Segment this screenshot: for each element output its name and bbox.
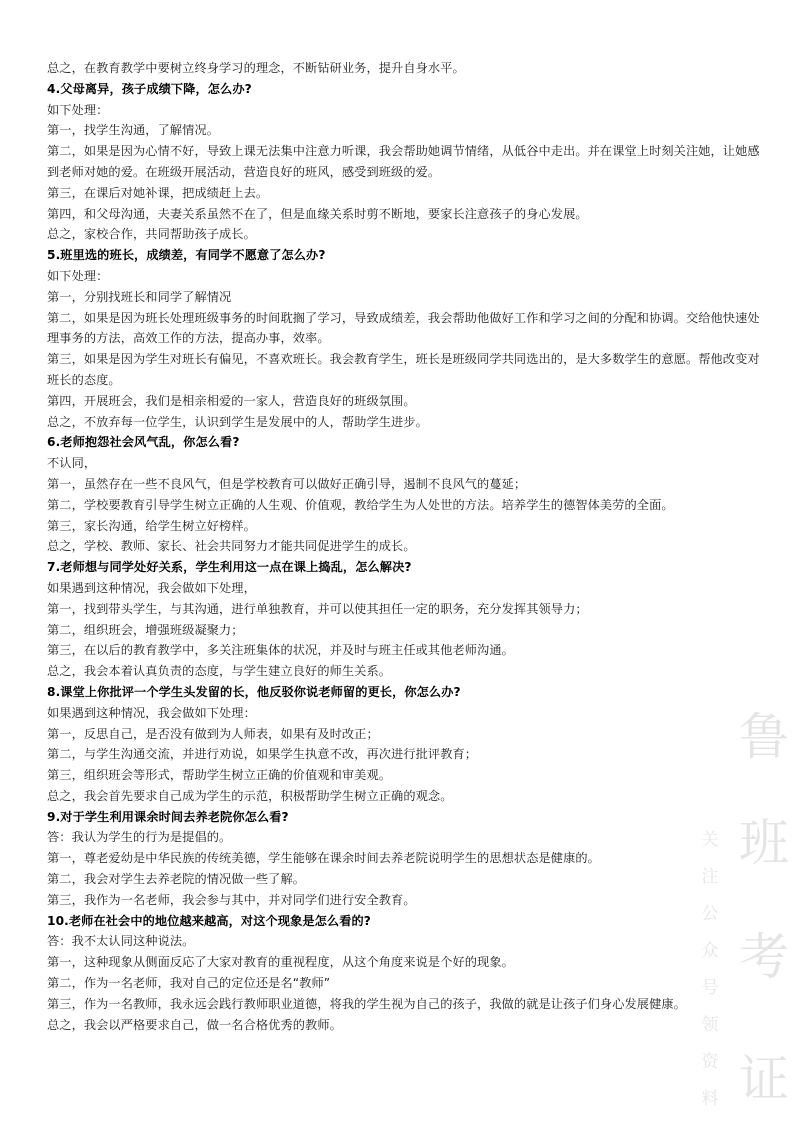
paragraph-line: 第一，分别找班长和同学了解情况 [47, 289, 232, 304]
paragraph-line: 如下处理： [47, 102, 109, 117]
paragraph-line: 第三，我作为一名老师，我会参与其中，并对同学们进行安全教育。 [47, 892, 416, 907]
paragraph-line: 第二，组织班会，增强班级凝聚力； [47, 622, 244, 637]
paragraph-line: 答：我认为学生的行为是提倡的。 [47, 830, 232, 845]
question-heading: 6.老师抱怨社会风气乱，你怎么看? [47, 435, 240, 450]
paragraph-line: 第二，如果是因为心情不好，导致上课无法集中注意力听课，我会帮助她调节情绪，从低谷中走出。并在课堂上时刻关注她，让她感到老师对她的爱。在班级开展活动，营造良好的班风，感受到班级的爱。 [47, 144, 760, 179]
watermark-char-1: 鲁 [739, 708, 789, 766]
question-heading: 10.老师在社会中的地位越来越高，对这个现象是怎么看的? [47, 913, 371, 928]
paragraph-line: 第一，反思自己，是否没有做到为人师表，如果有及时改正； [47, 726, 379, 741]
paragraph-line: 第二，如果是因为班长处理班级事务的时间耽搁了学习，导致成绩差，我会帮助他做好工作和学习之间的分配和协调。交给他快速处理事务的方法，高效工作的方法，提高办事，效率。 [47, 310, 760, 346]
paragraph-line: 总之，在教育教学中要树立终身学习的理念，不断钻研业务，提升自身水平。 [47, 61, 465, 75]
question-heading: 8.课堂上你批评一个学生头发留的长，他反驳你说老师留的更长，你怎么办? [47, 684, 461, 699]
paragraph-line: 第一，尊老爱幼是中华民族的传统美德，学生能够在课余时间去养老院说明学生的思想状态是健康的。 [47, 851, 600, 866]
paragraph-line: 如下处理： [47, 268, 109, 283]
question-heading: 7.老师想与同学处好关系，学生利用这一点在课上捣乱，怎么解决? [47, 560, 412, 575]
paragraph-line: 不认同， [47, 456, 97, 471]
paragraph-line: 第三，在以后的教育教学中，多关注班集体的状况，并及时与班主任或其他老师沟通。 [47, 643, 514, 658]
paragraph-line: 总之，学校、教师、家长、社会共同努力才能共同促进学生的成长。 [47, 539, 416, 554]
paragraph-line: 第二，作为一名老师，我对自己的定位还是名“教师” [47, 976, 331, 991]
watermark-char-2: 班 [739, 814, 789, 872]
watermark-char-3: 考 [739, 928, 789, 986]
question-heading: 9.对于学生利用课余时间去养老院你怎么看? [47, 809, 289, 824]
paragraph-line: 总之，我会首先要求自己成为学生的示范，积极帮助学生树立正确的观念。 [47, 788, 453, 803]
paragraph-line: 第二，我会对学生去养老院的情况做一些了解。 [47, 872, 306, 887]
watermark-caption: 关注公众号领资料 [701, 830, 719, 1109]
paragraph-line: 第二，与学生沟通交流，并进行劝说，如果学生执意不改，再次进行批评教育； [47, 747, 478, 762]
watermark-char-4: 证 [739, 1050, 789, 1108]
paragraph-line: 如果遇到这种情况，我会做如下处理： [47, 705, 256, 720]
paragraph-line: 第三，家长沟通，给学生树立好榜样。 [47, 518, 256, 533]
question-heading: 4.父母离异，孩子成绩下降，怎么办? [47, 81, 252, 96]
paragraph-line: 第一，虽然存在一些不良风气，但是学校教育可以做好正确引导，遏制不良风气的蔓延； [47, 476, 527, 491]
paragraph-line: 总之，家校合作，共同帮助孩子成长。 [47, 227, 256, 242]
paragraph-line: 第四，开展班会，我们是相亲相爱的一家人，营造良好的班级氛围。 [47, 393, 416, 408]
paragraph-line: 第二，学校要教育引导学生树立正确的人生观、价值观，教给学生为人处世的方法。培养学生的德智体美劳的全面。 [47, 497, 674, 512]
question-heading: 5.班里选的班长，成绩差，有同学不愿意了怎么办? [47, 248, 326, 263]
paragraph-line: 第三，组织班会等形式，帮助学生树立正确的价值观和审美观。 [47, 768, 392, 783]
paragraph-line: 第三，作为一名教师，我永远会践行教师职业道德，将我的学生视为自己的孩子，我做的就是让孩子们身心发展健康。 [47, 996, 686, 1011]
document-body [47, 58, 767, 1035]
paragraph-line: 如果遇到这种情况，我会做如下处理， [47, 580, 256, 595]
paragraph-line: 第三，在课后对她补课，把成绩赶上去。 [47, 185, 269, 200]
paragraph-line: 第三，如果是因为学生对班长有偏见，不喜欢班长。我会教育学生，班长是班级同学共同选出的，是大多数学生的意愿。帮他改变对班长的态度。 [47, 352, 760, 387]
paragraph-line: 总之，不放弃每一位学生，认识到学生是发展中的人，帮助学生进步。 [47, 414, 428, 429]
paragraph-line: 第一，找学生沟通，了解情况。 [47, 123, 220, 138]
paragraph-line: 第一，这种现象从侧面反応了大家对教育的重视程度，从这个角度来说是个好的现象。 [47, 955, 514, 970]
paragraph-line: 第一，找到带头学生，与其沟通，进行单独教育，并可以使其担任一定的职务，充分发挥其领导力； [47, 601, 588, 616]
paragraph-line: 答：我不太认同这种说法。 [47, 934, 195, 949]
paragraph-line: 总之，我会以严格要求自己，做一名合格优秀的教师。 [47, 1017, 342, 1032]
paragraph-line: 总之，我会本着认真负责的态度，与学生建立良好的师生关系。 [47, 664, 392, 679]
paragraph-line: 第四，和父母沟通，夫妻关系虽然不在了，但是血缘关系时剪不断地，要家长注意孩子的身心发展。 [47, 206, 588, 221]
